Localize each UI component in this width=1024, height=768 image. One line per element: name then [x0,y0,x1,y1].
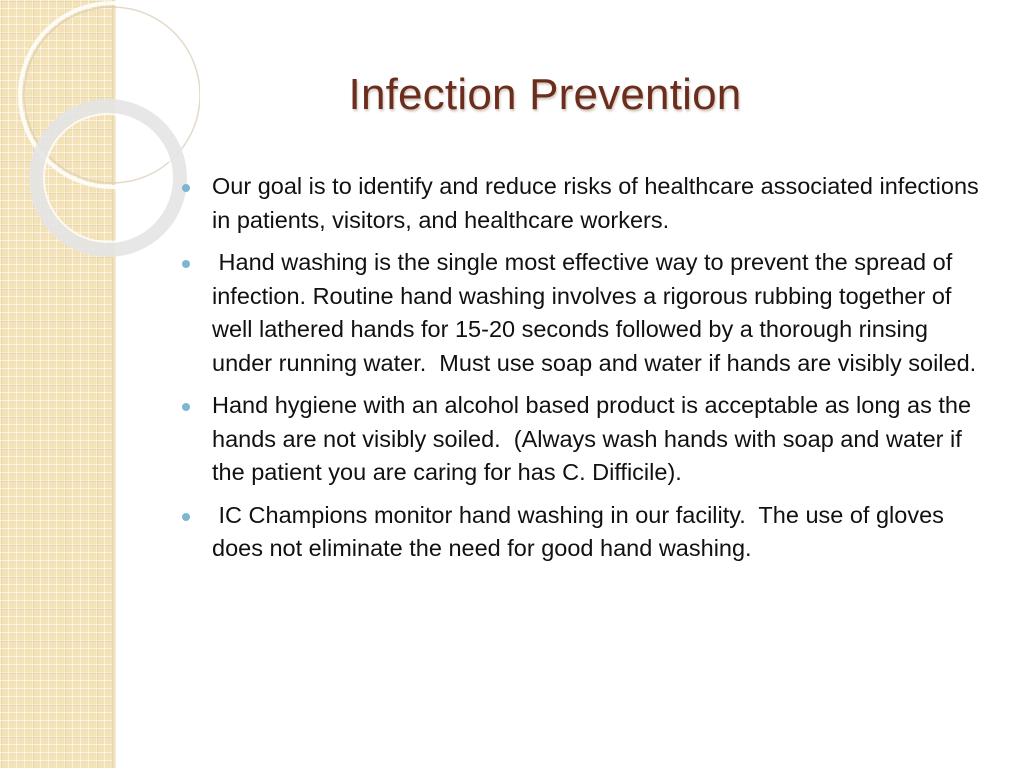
bullet-text: Our goal is to identify and reduce risks of healthcare associated infections in patients, visitors, and healthcare workers. [212,173,986,233]
bullet-marker-icon [182,513,190,521]
bullet-item [182,170,994,237]
bullet-item [182,246,994,380]
bullet-item [182,389,994,490]
bullet-text: Hand washing is the single most effective way to prevent the spread of infection. Routine hand washing involves a rigorous rubbing together of well lathered hands for 15-20 seconds followed by a thorough rinsing under running water. Must use soap and water if hands are visibly soiled. [212,249,977,376]
bullet-list [182,170,994,575]
decorative-rings [0,0,200,300]
bullet-item [182,499,994,566]
bullet-text: IC Champions monitor hand washing in our facility. The use of gloves does not eliminate the need for good hand washing. [212,501,951,561]
bullet-marker-icon [182,184,190,192]
slide-title: Infection Prevention [348,70,742,119]
decorative-ring-small [36,106,180,250]
bullet-marker-icon [182,403,190,411]
bullet-text: Hand hygiene with an alcohol based product is acceptable as long as the hands are not visibly soiled. (Always wash hands with soap and water if the patient you are caring for has C. Difficile). [212,392,978,485]
bullet-marker-icon [182,260,190,268]
